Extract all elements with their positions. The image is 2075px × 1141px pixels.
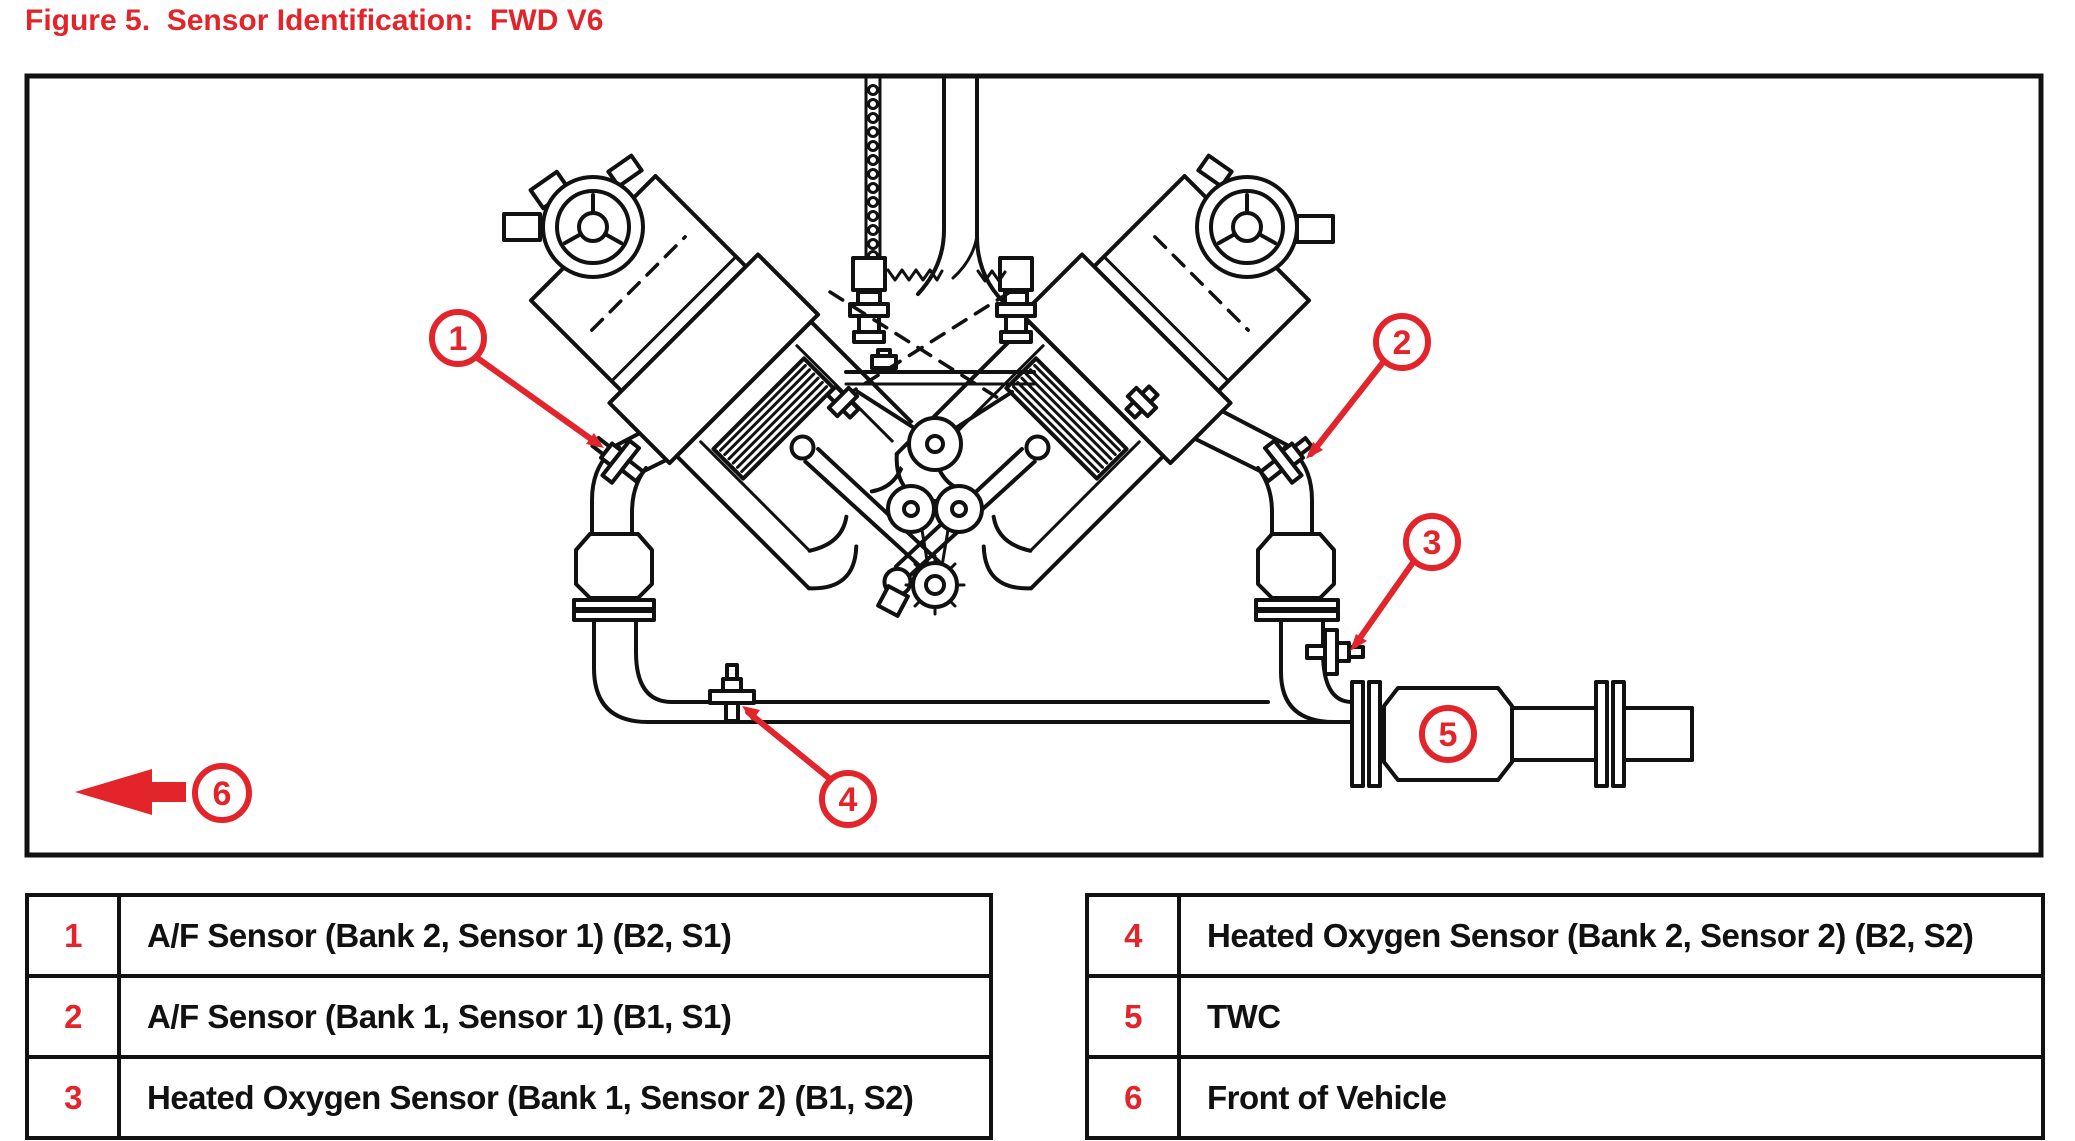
legend-row: [27, 895, 991, 976]
svg-text:2: 2: [1392, 324, 1412, 362]
figure-title: Figure 5. Sensor Identification: FWD V6: [25, 4, 604, 37]
legend-num: 1: [27, 895, 119, 976]
legend-desc: A/F Sensor (Bank 1, Sensor 1) (B1, S1): [119, 976, 991, 1057]
legend-desc: A/F Sensor (Bank 2, Sensor 1) (B2, S1): [119, 895, 991, 976]
legend-desc: TWC: [1179, 976, 2043, 1057]
legend-num: 3: [27, 1057, 119, 1138]
legend-num: 6: [1087, 1057, 1179, 1138]
legend-num: 5: [1087, 976, 1179, 1057]
legend-row: [1087, 895, 2043, 976]
legend-row: [27, 1057, 991, 1138]
svg-text:3: 3: [1422, 524, 1442, 562]
callout-5: [1422, 708, 1474, 760]
legend-table-right: [1085, 893, 2045, 1140]
legend-desc: Front of Vehicle: [1179, 1057, 2043, 1138]
svg-text:6: 6: [212, 775, 232, 813]
svg-text:4: 4: [838, 781, 858, 819]
legend-row: [1087, 976, 2043, 1057]
legend-table-left: [25, 893, 993, 1140]
legend-row: [1087, 1057, 2043, 1138]
legend-num: 4: [1087, 895, 1179, 976]
legend-desc: Heated Oxygen Sensor (Bank 1, Sensor 2) (B1, S2): [119, 1057, 991, 1138]
legend-num: 2: [27, 976, 119, 1057]
legend-row: [27, 976, 991, 1057]
svg-text:1: 1: [448, 320, 468, 358]
svg-text:5: 5: [1438, 716, 1458, 754]
legend-desc: Heated Oxygen Sensor (Bank 2, Sensor 2) (B2, S2): [1179, 895, 2043, 976]
